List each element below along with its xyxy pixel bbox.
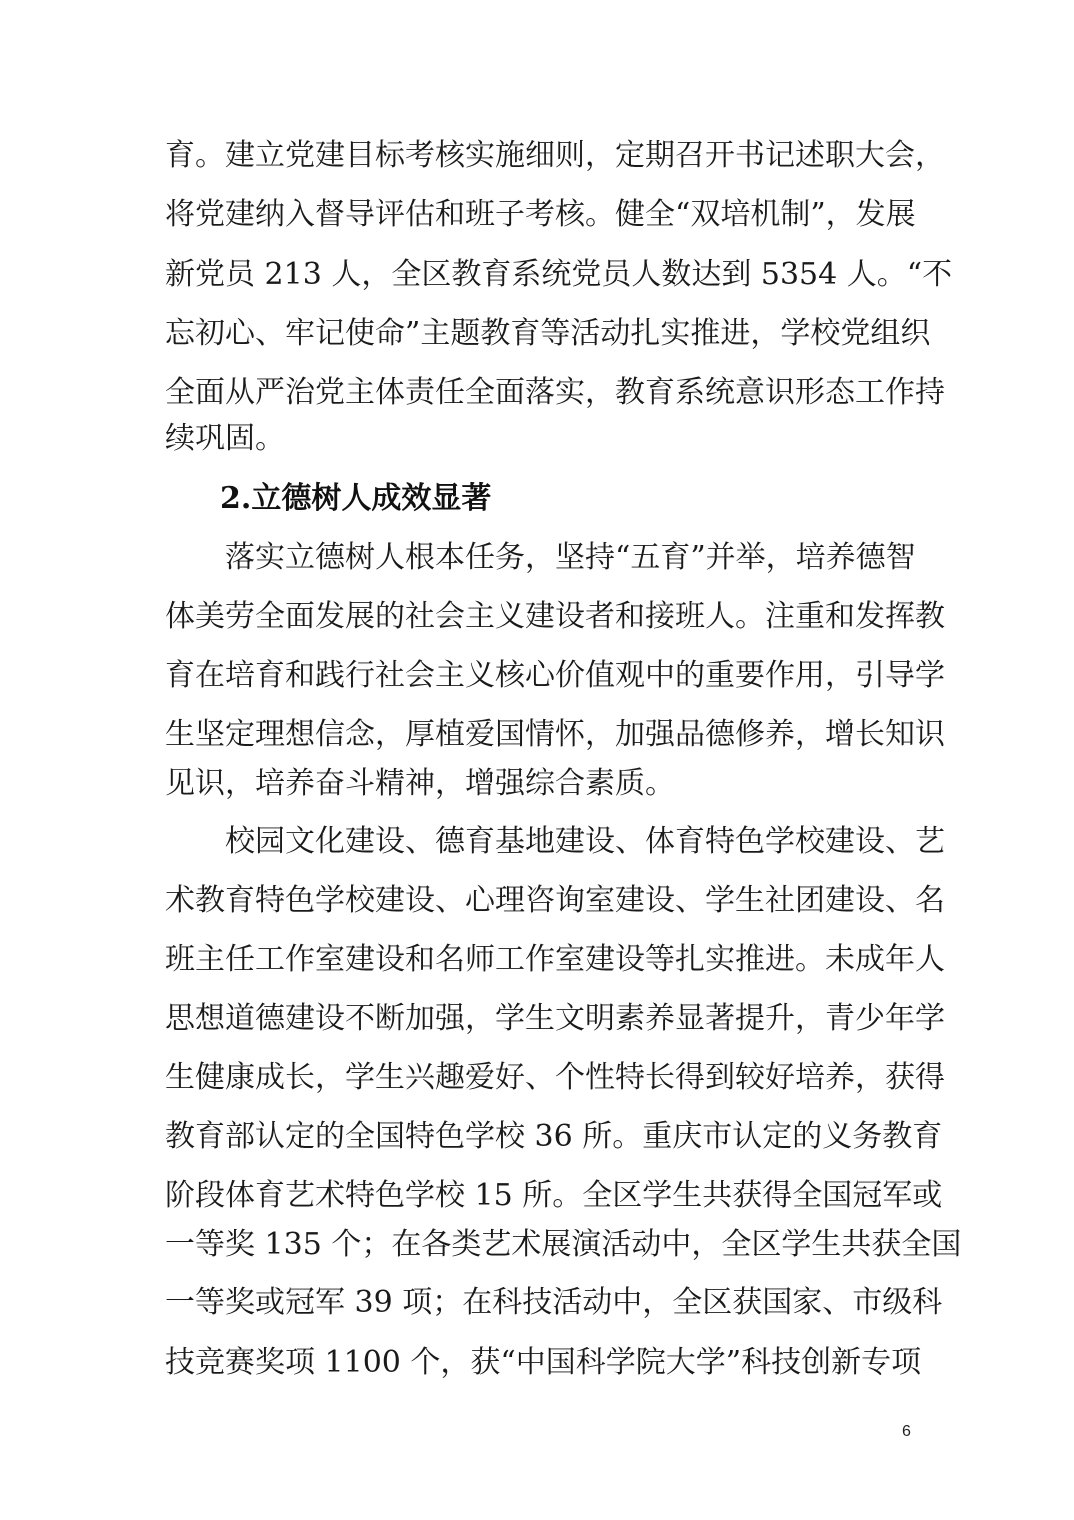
paragraph-3-line-10: 技竞赛奖项 1100 个，获“中国科学院大学”科技创新专项: [165, 1345, 922, 1380]
paragraph-1-line-2: 将党建纳入督导评估和班子考核。健全“双培机制”，发展: [165, 197, 916, 232]
paragraph-3-line-8: 一等奖 135 个；在各类艺术展演活动中，全区学生共获全国: [165, 1227, 962, 1262]
paragraph-1-line-5: 全面从严治党主体责任全面落实，教育系统意识形态工作持: [165, 375, 945, 410]
paragraph-3-line-1: 校园文化建设、德育基地建设、体育特色学校建设、艺: [225, 824, 945, 859]
paragraph-2-line-4: 生坚定理想信念，厚植爱国情怀，加强品德修养，增长知识: [165, 717, 945, 752]
paragraph-3-line-3: 班主任工作室建设和名师工作室建设等扎实推进。未成年人: [165, 942, 945, 977]
paragraph-2-line-1: 落实立德树人根本任务，坚持“五育”并举，培养德智: [225, 540, 916, 575]
paragraph-3-line-9: 一等奖或冠军 39 项；在科技活动中，全区获国家、市级科: [165, 1285, 943, 1320]
paragraph-1-line-1: 育。建立党建目标考核实施细则，定期召开书记述职大会，: [165, 138, 945, 173]
paragraph-3-line-6: 教育部认定的全国特色学校 36 所。重庆市认定的义务教育: [165, 1119, 943, 1154]
paragraph-2-line-3: 育在培育和践行社会主义核心价值观中的重要作用，引导学: [165, 658, 945, 693]
paragraph-3-line-4: 思想道德建设不断加强，学生文明素养显著提升，青少年学: [165, 1001, 945, 1036]
section-heading: 2.立德树人成效显著: [220, 481, 492, 516]
paragraph-2-line-2: 体美劳全面发展的社会主义建设者和接班人。注重和发挥教: [165, 599, 945, 634]
paragraph-1-line-6: 续巩固。: [165, 421, 285, 456]
page-number: 6: [902, 1423, 911, 1440]
paragraph-1-line-4: 忘初心、牢记使命”主题教育等活动扎实推进，学校党组织: [165, 316, 931, 351]
paragraph-1-line-3: 新党员 213 人，全区教育系统党员人数达到 5354 人。“不: [165, 257, 953, 292]
paragraph-3-line-5: 生健康成长，学生兴趣爱好、个性特长得到较好培养，获得: [165, 1060, 945, 1095]
paragraph-3-line-2: 术教育特色学校建设、心理咨询室建设、学生社团建设、名: [165, 883, 945, 918]
paragraph-3-line-7: 阶段体育艺术特色学校 15 所。全区学生共获得全国冠军或: [165, 1178, 943, 1213]
paragraph-2-line-5: 见识，培养奋斗精神，增强综合素质。: [165, 766, 675, 801]
